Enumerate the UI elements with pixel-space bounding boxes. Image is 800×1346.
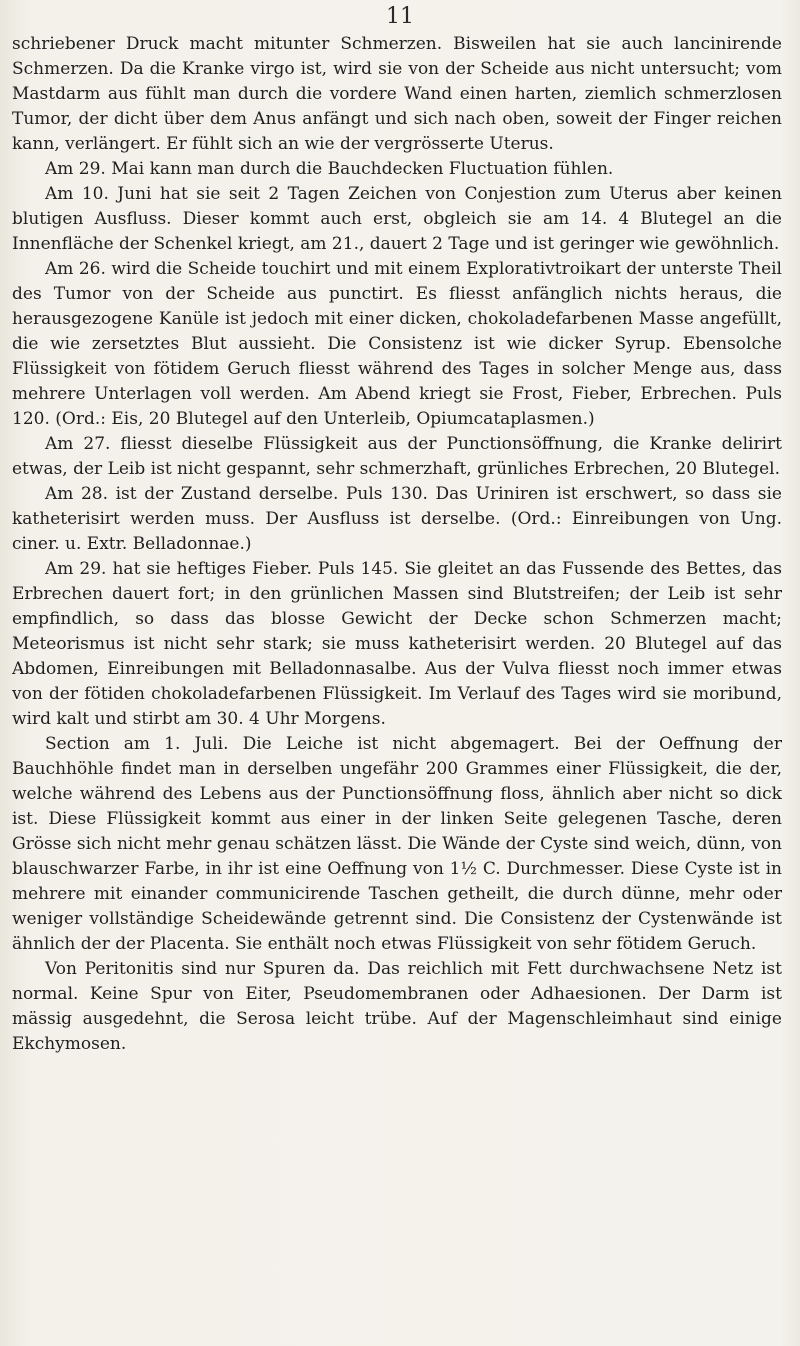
body-text: [12, 32, 782, 1057]
paragraph-june-26: Am 26. wird die Scheide touchirt und mit einem Explorativtroikart der unterste Theil des Tumor von der Scheide aus punctirt. Es fliesst anfänglich nichts heraus, die herausgezogene Kanüle ist jedoch mit einer dicken, chokoladefarbenen Masse angefüllt, die wie zersetztes Blut aussieht. Die Consistenz ist wie dicker Syrup. Ebensolche Flüssigkeit von fötidem Geruch fliesst während des Tages in solcher Menge aus, dass mehrere Unterlagen voll werden. Am Abend kriegt sie Frost, Fieber, Erbrechen. Puls 120. (Ord.: Eis, 20 Blutegel auf den Unterleib, Opiumcataplasmen.): [12, 259, 782, 429]
page-number: 11: [386, 4, 414, 29]
paragraph-june-27: Am 27. fliesst dieselbe Flüssigkeit aus der Punctionsöffnung, die Kranke delirirt etwas, der Leib ist nicht gespannt, sehr schmerzhaft, grünliches Erbrechen, 20 Blutegel.: [12, 434, 782, 479]
paragraph-may-29: Am 29. Mai kann man durch die Bauchdecken Fluctuation fühlen.: [45, 159, 614, 179]
paragraph-case-history: schriebener Druck macht mitunter Schmerzen. Bisweilen hat sie auch lancinirende Schmerzen. Da die Kranke virgo ist, wird sie von der Scheide aus nicht untersucht; vom Mastdarm aus fühlt man durch die vordere Wand einen harten, ziemlich schmerzlosen Tumor, der dicht über dem Anus anfängt und sich nach oben, soweit der Finger reichen kann, verlängert. Er fühlt sich an wie der vergrösserte Uterus.: [12, 34, 782, 154]
paragraph-june-10: Am 10. Juni hat sie seit 2 Tagen Zeichen von Conjestion zum Uterus aber keinen blutigen Ausfluss. Dieser kommt auch erst, obgleich sie am 14. 4 Blutegel an die Innenfläche der Schenkel kriegt, am 21., dauert 2 Tage und ist geringer wie gewöhnlich.: [12, 184, 782, 254]
paragraph-section: Section am 1. Juli. Die Leiche ist nicht abgemagert. Bei der Oeffnung der Bauchhöhle findet man in derselben ungefähr 200 Grammes einer Flüssigkeit, die der, welche während des Lebens aus der Punctionsöffnung floss, ähnlich aber nicht so dick ist. Diese Flüssigkeit kommt aus einer in der linken Seite gelegenen Tasche, deren Grösse sich nicht mehr genau schätzen lässt. Die Wände der Cyste sind weich, dünn, von blauschwarzer Farbe, in ihr ist eine Oeffnung von 1½ C. Durchmesser. Diese Cyste ist in mehrere mit einander communicirende Taschen getheilt, die durch dünne, mehr oder weniger vollständige Scheidewände getrennt sind. Die Consistenz der Cystenwände ist ähnlich der der Placenta. Sie enthält noch etwas Flüssigkeit von sehr fötidem Geruch.: [12, 734, 782, 954]
paragraph-june-29: Am 29. hat sie heftiges Fieber. Puls 145. Sie gleitet an das Fussende des Bettes, das Erbrechen dauert fort; in den grünlichen Massen sind Blutstreifen; der Leib ist sehr empfindlich, so dass das blosse Gewicht der Decke schon Schmerzen macht; Meteorismus ist nicht sehr stark; sie muss katheterisirt werden. 20 Blutegel auf das Abdomen, Einreibungen mit Belladonnasalbe. Aus der Vulva fliesst noch immer etwas von der fötiden chokoladefarbenen Flüssigkeit. Im Verlauf des Tages wird sie moribund, wird kalt und stirbt am 30. 4 Uhr Morgens.: [12, 559, 782, 729]
paragraph-peritonitis: Von Peritonitis sind nur Spuren da. Das reichlich mit Fett durchwachsene Netz ist normal. Keine Spur von Eiter, Pseudomembranen oder Adhaesionen. Der Darm ist mässig ausgedehnt, die Serosa leicht trübe. Auf der Magenschleimhaut sind einige Ekchymosen.: [12, 959, 782, 1054]
paragraph-june-28: Am 28. ist der Zustand derselbe. Puls 130. Das Uriniren ist erschwert, so dass sie katheterisirt werden muss. Der Ausfluss ist derselbe. (Ord.: Einreibungen von Ung. ciner. u. Extr. Belladonnae.): [12, 484, 782, 554]
